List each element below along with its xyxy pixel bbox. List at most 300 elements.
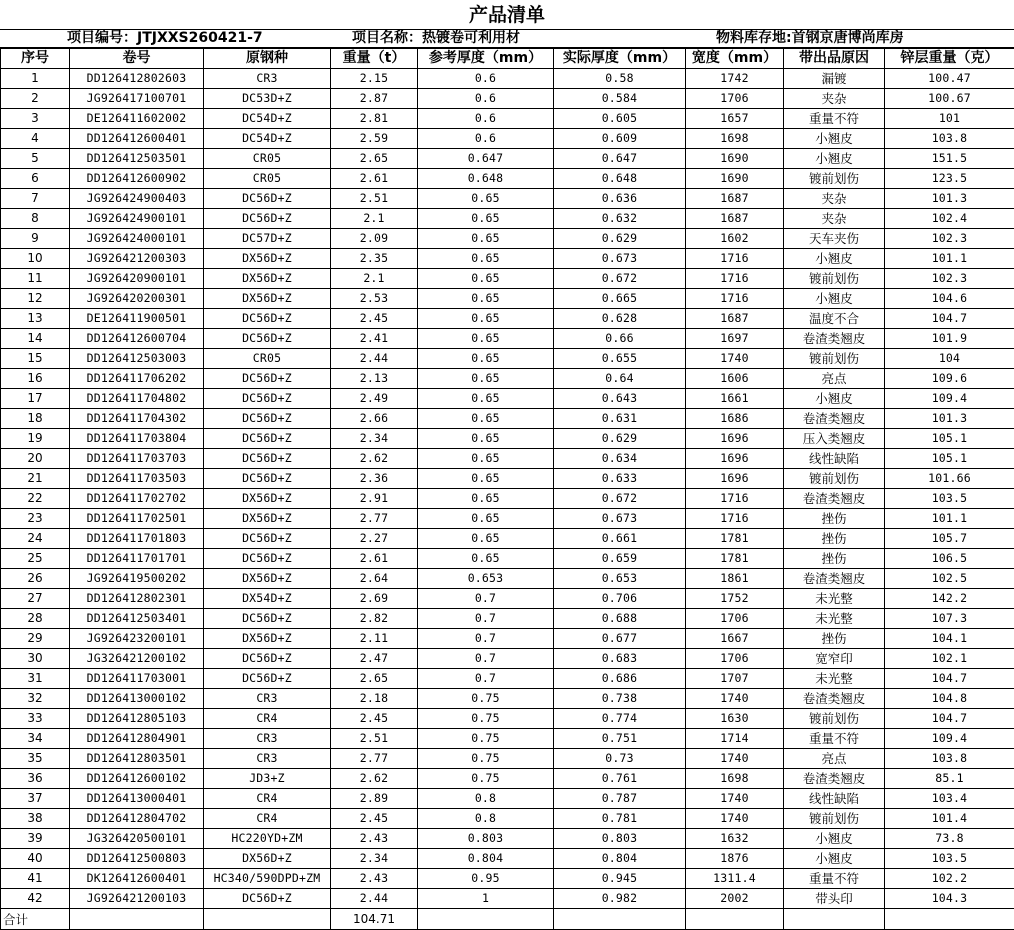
cell-ref-thickness[interactable]: 0.65 <box>418 389 554 409</box>
cell-coil-no[interactable]: JG926417100701 <box>70 89 204 109</box>
cell-zinc-weight[interactable]: 101 <box>885 109 1014 129</box>
cell-coil-no[interactable]: JG926421200303 <box>70 249 204 269</box>
cell-weight[interactable]: 2.61 <box>331 549 418 569</box>
cell-reason[interactable]: 卷渣类翘皮 <box>784 489 885 509</box>
cell-seq[interactable]: 23 <box>1 509 70 529</box>
cell-zinc-weight[interactable]: 109.4 <box>885 729 1014 749</box>
cell-ref-thickness[interactable]: 0.65 <box>418 429 554 449</box>
cell-zinc-weight[interactable]: 102.3 <box>885 269 1014 289</box>
total-label[interactable]: 合计 <box>1 909 70 930</box>
cell-steel-grade[interactable]: CR3 <box>204 729 331 749</box>
cell-coil-no[interactable]: DD126413000102 <box>70 689 204 709</box>
cell-actual-thickness[interactable]: 0.673 <box>554 249 686 269</box>
cell-ref-thickness[interactable]: 0.8 <box>418 789 554 809</box>
cell-weight[interactable]: 2.43 <box>331 829 418 849</box>
cell-weight[interactable]: 2.18 <box>331 689 418 709</box>
cell-ref-thickness[interactable]: 0.75 <box>418 729 554 749</box>
cell-coil-no[interactable]: DE126411602002 <box>70 109 204 129</box>
cell-ref-thickness[interactable]: 0.65 <box>418 249 554 269</box>
cell-width[interactable]: 1632 <box>686 829 784 849</box>
cell-width[interactable]: 2002 <box>686 889 784 909</box>
cell-ref-thickness[interactable]: 0.6 <box>418 69 554 89</box>
cell-width[interactable]: 1696 <box>686 449 784 469</box>
cell-coil-no[interactable]: DD126412500803 <box>70 849 204 869</box>
cell-weight[interactable]: 2.82 <box>331 609 418 629</box>
cell-seq[interactable]: 39 <box>1 829 70 849</box>
cell-steel-grade[interactable]: DC56D+Z <box>204 609 331 629</box>
cell-reason[interactable]: 挫伤 <box>784 529 885 549</box>
cell-weight[interactable]: 2.47 <box>331 649 418 669</box>
cell-reason[interactable]: 小翘皮 <box>784 849 885 869</box>
cell-width[interactable]: 1740 <box>686 809 784 829</box>
col-header-coil-no[interactable]: 卷号 <box>70 49 204 69</box>
cell-steel-grade[interactable]: DX56D+Z <box>204 509 331 529</box>
cell-coil-no[interactable]: JG926424900403 <box>70 189 204 209</box>
cell-steel-grade[interactable]: CR3 <box>204 689 331 709</box>
cell-coil-no[interactable]: JG926420900101 <box>70 269 204 289</box>
cell-ref-thickness[interactable]: 0.648 <box>418 169 554 189</box>
cell-seq[interactable]: 17 <box>1 389 70 409</box>
cell-actual-thickness[interactable]: 0.632 <box>554 209 686 229</box>
cell-coil-no[interactable]: DD126411706202 <box>70 369 204 389</box>
cell-actual-thickness[interactable]: 0.58 <box>554 69 686 89</box>
cell-weight[interactable]: 2.45 <box>331 309 418 329</box>
cell-width[interactable]: 1707 <box>686 669 784 689</box>
cell-zinc-weight[interactable]: 104.7 <box>885 669 1014 689</box>
cell-weight[interactable]: 2.59 <box>331 129 418 149</box>
cell-actual-thickness[interactable]: 0.686 <box>554 669 686 689</box>
cell-zinc-weight[interactable]: 85.1 <box>885 769 1014 789</box>
cell-coil-no[interactable]: DD126412803501 <box>70 749 204 769</box>
cell-seq[interactable]: 26 <box>1 569 70 589</box>
cell-width[interactable]: 1687 <box>686 209 784 229</box>
cell-width[interactable]: 1697 <box>686 329 784 349</box>
cell-ref-thickness[interactable]: 0.803 <box>418 829 554 849</box>
cell-reason[interactable]: 镀前划伤 <box>784 349 885 369</box>
cell-coil-no[interactable]: DD126412503401 <box>70 609 204 629</box>
cell-seq[interactable]: 16 <box>1 369 70 389</box>
cell-reason[interactable]: 小翘皮 <box>784 249 885 269</box>
cell-width[interactable]: 1716 <box>686 489 784 509</box>
cell-zinc-weight[interactable]: 104.8 <box>885 689 1014 709</box>
cell-zinc-weight[interactable]: 142.2 <box>885 589 1014 609</box>
cell-reason[interactable]: 重量不符 <box>784 869 885 889</box>
cell-actual-thickness[interactable]: 0.647 <box>554 149 686 169</box>
cell-width[interactable]: 1630 <box>686 709 784 729</box>
cell-weight[interactable]: 2.77 <box>331 509 418 529</box>
cell-steel-grade[interactable]: DC56D+Z <box>204 209 331 229</box>
cell-actual-thickness[interactable]: 0.677 <box>554 629 686 649</box>
cell-steel-grade[interactable]: CR05 <box>204 169 331 189</box>
cell-actual-thickness[interactable]: 0.643 <box>554 389 686 409</box>
cell-zinc-weight[interactable]: 105.1 <box>885 429 1014 449</box>
cell-actual-thickness[interactable]: 0.605 <box>554 109 686 129</box>
cell-width[interactable]: 1716 <box>686 289 784 309</box>
cell-weight[interactable]: 2.65 <box>331 669 418 689</box>
total-cell-empty[interactable] <box>204 909 331 930</box>
cell-zinc-weight[interactable]: 102.4 <box>885 209 1014 229</box>
cell-width[interactable]: 1740 <box>686 689 784 709</box>
cell-steel-grade[interactable]: JD3+Z <box>204 769 331 789</box>
cell-reason[interactable]: 挫伤 <box>784 629 885 649</box>
cell-actual-thickness[interactable]: 0.803 <box>554 829 686 849</box>
cell-actual-thickness[interactable]: 0.688 <box>554 609 686 629</box>
cell-width[interactable]: 1696 <box>686 429 784 449</box>
cell-coil-no[interactable]: DD126412804901 <box>70 729 204 749</box>
cell-actual-thickness[interactable]: 0.636 <box>554 189 686 209</box>
cell-weight[interactable]: 2.1 <box>331 209 418 229</box>
cell-steel-grade[interactable]: DC56D+Z <box>204 469 331 489</box>
cell-coil-no[interactable]: JG326420500101 <box>70 829 204 849</box>
cell-seq[interactable]: 35 <box>1 749 70 769</box>
cell-zinc-weight[interactable]: 102.1 <box>885 649 1014 669</box>
cell-seq[interactable]: 4 <box>1 129 70 149</box>
cell-weight[interactable]: 2.15 <box>331 69 418 89</box>
cell-width[interactable]: 1781 <box>686 549 784 569</box>
cell-coil-no[interactable]: JG326421200102 <box>70 649 204 669</box>
cell-steel-grade[interactable]: CR3 <box>204 749 331 769</box>
cell-actual-thickness[interactable]: 0.781 <box>554 809 686 829</box>
cell-seq[interactable]: 6 <box>1 169 70 189</box>
cell-ref-thickness[interactable]: 0.65 <box>418 489 554 509</box>
cell-width[interactable]: 1716 <box>686 509 784 529</box>
cell-reason[interactable]: 线性缺陷 <box>784 449 885 469</box>
cell-zinc-weight[interactable]: 104.3 <box>885 889 1014 909</box>
cell-zinc-weight[interactable]: 101.66 <box>885 469 1014 489</box>
cell-weight[interactable]: 2.53 <box>331 289 418 309</box>
cell-steel-grade[interactable]: DX56D+Z <box>204 249 331 269</box>
cell-width[interactable]: 1602 <box>686 229 784 249</box>
cell-width[interactable]: 1661 <box>686 389 784 409</box>
cell-actual-thickness[interactable]: 0.631 <box>554 409 686 429</box>
cell-reason[interactable]: 压入类翘皮 <box>784 429 885 449</box>
cell-weight[interactable]: 2.36 <box>331 469 418 489</box>
cell-steel-grade[interactable]: DC56D+Z <box>204 889 331 909</box>
cell-zinc-weight[interactable]: 100.47 <box>885 69 1014 89</box>
cell-coil-no[interactable]: DD126411703503 <box>70 469 204 489</box>
cell-zinc-weight[interactable]: 101.4 <box>885 809 1014 829</box>
cell-coil-no[interactable]: DD126412802301 <box>70 589 204 609</box>
cell-ref-thickness[interactable]: 0.65 <box>418 209 554 229</box>
cell-ref-thickness[interactable]: 0.804 <box>418 849 554 869</box>
cell-actual-thickness[interactable]: 0.64 <box>554 369 686 389</box>
cell-steel-grade[interactable]: DX56D+Z <box>204 269 331 289</box>
cell-steel-grade[interactable]: CR4 <box>204 809 331 829</box>
cell-width[interactable]: 1876 <box>686 849 784 869</box>
cell-actual-thickness[interactable]: 0.584 <box>554 89 686 109</box>
cell-actual-thickness[interactable]: 0.672 <box>554 269 686 289</box>
cell-steel-grade[interactable]: DX56D+Z <box>204 629 331 649</box>
cell-width[interactable]: 1698 <box>686 769 784 789</box>
cell-coil-no[interactable]: DD126412503003 <box>70 349 204 369</box>
cell-zinc-weight[interactable]: 103.8 <box>885 749 1014 769</box>
cell-zinc-weight[interactable]: 104.7 <box>885 309 1014 329</box>
cell-steel-grade[interactable]: DX56D+Z <box>204 289 331 309</box>
col-header-width[interactable]: 宽度（mm） <box>686 49 784 69</box>
cell-steel-grade[interactable]: DC56D+Z <box>204 449 331 469</box>
cell-ref-thickness[interactable]: 0.7 <box>418 629 554 649</box>
cell-reason[interactable]: 小翘皮 <box>784 129 885 149</box>
cell-zinc-weight[interactable]: 109.6 <box>885 369 1014 389</box>
cell-steel-grade[interactable]: DC56D+Z <box>204 649 331 669</box>
cell-width[interactable]: 1657 <box>686 109 784 129</box>
cell-ref-thickness[interactable]: 0.75 <box>418 689 554 709</box>
cell-steel-grade[interactable]: CR05 <box>204 349 331 369</box>
cell-actual-thickness[interactable]: 0.629 <box>554 429 686 449</box>
cell-zinc-weight[interactable]: 104.6 <box>885 289 1014 309</box>
cell-seq[interactable]: 1 <box>1 69 70 89</box>
cell-actual-thickness[interactable]: 0.945 <box>554 869 686 889</box>
cell-actual-thickness[interactable]: 0.629 <box>554 229 686 249</box>
cell-zinc-weight[interactable]: 101.1 <box>885 249 1014 269</box>
cell-coil-no[interactable]: JG926424000101 <box>70 229 204 249</box>
col-header-zinc-weight[interactable]: 锌层重量（克） <box>885 49 1014 69</box>
cell-coil-no[interactable]: DD126411701701 <box>70 549 204 569</box>
cell-actual-thickness[interactable]: 0.661 <box>554 529 686 549</box>
cell-reason[interactable]: 镀前划伤 <box>784 709 885 729</box>
cell-zinc-weight[interactable]: 103.4 <box>885 789 1014 809</box>
cell-steel-grade[interactable]: DC56D+Z <box>204 369 331 389</box>
cell-ref-thickness[interactable]: 0.6 <box>418 89 554 109</box>
cell-coil-no[interactable]: DD126412805103 <box>70 709 204 729</box>
cell-zinc-weight[interactable]: 101.9 <box>885 329 1014 349</box>
cell-weight[interactable]: 2.44 <box>331 349 418 369</box>
cell-width[interactable]: 1742 <box>686 69 784 89</box>
cell-ref-thickness[interactable]: 0.65 <box>418 549 554 569</box>
cell-width[interactable]: 1686 <box>686 409 784 429</box>
cell-reason[interactable]: 亮点 <box>784 749 885 769</box>
cell-actual-thickness[interactable]: 0.633 <box>554 469 686 489</box>
total-cell-empty[interactable] <box>554 909 686 930</box>
cell-actual-thickness[interactable]: 0.648 <box>554 169 686 189</box>
cell-actual-thickness[interactable]: 0.761 <box>554 769 686 789</box>
cell-weight[interactable]: 2.69 <box>331 589 418 609</box>
cell-seq[interactable]: 22 <box>1 489 70 509</box>
col-header-ref-thickness[interactable]: 参考厚度（mm） <box>418 49 554 69</box>
cell-reason[interactable]: 夹杂 <box>784 189 885 209</box>
cell-weight[interactable]: 2.61 <box>331 169 418 189</box>
cell-zinc-weight[interactable]: 101.3 <box>885 409 1014 429</box>
cell-steel-grade[interactable]: DC57D+Z <box>204 229 331 249</box>
cell-weight[interactable]: 2.34 <box>331 429 418 449</box>
cell-seq[interactable]: 15 <box>1 349 70 369</box>
cell-zinc-weight[interactable]: 102.3 <box>885 229 1014 249</box>
cell-actual-thickness[interactable]: 0.683 <box>554 649 686 669</box>
col-header-weight[interactable]: 重量（t） <box>331 49 418 69</box>
cell-coil-no[interactable]: DK126412600401 <box>70 869 204 889</box>
cell-ref-thickness[interactable]: 0.6 <box>418 109 554 129</box>
cell-reason[interactable]: 卷渣类翘皮 <box>784 689 885 709</box>
cell-ref-thickness[interactable]: 0.7 <box>418 669 554 689</box>
cell-ref-thickness[interactable]: 0.7 <box>418 649 554 669</box>
cell-seq[interactable]: 11 <box>1 269 70 289</box>
cell-steel-grade[interactable]: DC56D+Z <box>204 329 331 349</box>
cell-seq[interactable]: 41 <box>1 869 70 889</box>
cell-weight[interactable]: 2.64 <box>331 569 418 589</box>
cell-coil-no[interactable]: JG926420200301 <box>70 289 204 309</box>
cell-ref-thickness[interactable]: 0.65 <box>418 449 554 469</box>
cell-ref-thickness[interactable]: 0.65 <box>418 289 554 309</box>
cell-seq[interactable]: 37 <box>1 789 70 809</box>
cell-ref-thickness[interactable]: 0.65 <box>418 369 554 389</box>
cell-zinc-weight[interactable]: 73.8 <box>885 829 1014 849</box>
cell-seq[interactable]: 9 <box>1 229 70 249</box>
cell-zinc-weight[interactable]: 106.5 <box>885 549 1014 569</box>
cell-reason[interactable]: 亮点 <box>784 369 885 389</box>
cell-reason[interactable]: 宽窄印 <box>784 649 885 669</box>
cell-ref-thickness[interactable]: 0.6 <box>418 129 554 149</box>
cell-reason[interactable]: 镀前划伤 <box>784 269 885 289</box>
cell-coil-no[interactable]: DD126411702501 <box>70 509 204 529</box>
cell-reason[interactable]: 卷渣类翘皮 <box>784 409 885 429</box>
cell-weight[interactable]: 2.65 <box>331 149 418 169</box>
cell-reason[interactable]: 线性缺陷 <box>784 789 885 809</box>
total-cell-empty[interactable] <box>885 909 1014 930</box>
cell-ref-thickness[interactable]: 0.7 <box>418 609 554 629</box>
cell-zinc-weight[interactable]: 109.4 <box>885 389 1014 409</box>
cell-steel-grade[interactable]: DC56D+Z <box>204 309 331 329</box>
total-cell-empty[interactable] <box>686 909 784 930</box>
cell-seq[interactable]: 33 <box>1 709 70 729</box>
cell-seq[interactable]: 38 <box>1 809 70 829</box>
cell-seq[interactable]: 28 <box>1 609 70 629</box>
cell-coil-no[interactable]: DE126411900501 <box>70 309 204 329</box>
cell-actual-thickness[interactable]: 0.653 <box>554 569 686 589</box>
cell-ref-thickness[interactable]: 0.65 <box>418 189 554 209</box>
cell-coil-no[interactable]: DD126412804702 <box>70 809 204 829</box>
cell-steel-grade[interactable]: CR3 <box>204 69 331 89</box>
cell-weight[interactable]: 2.1 <box>331 269 418 289</box>
cell-ref-thickness[interactable]: 0.65 <box>418 229 554 249</box>
cell-zinc-weight[interactable]: 123.5 <box>885 169 1014 189</box>
cell-width[interactable]: 1781 <box>686 529 784 549</box>
cell-coil-no[interactable]: DD126412600902 <box>70 169 204 189</box>
cell-weight[interactable]: 2.49 <box>331 389 418 409</box>
cell-coil-no[interactable]: DD126413000401 <box>70 789 204 809</box>
cell-coil-no[interactable]: JG926424900101 <box>70 209 204 229</box>
cell-zinc-weight[interactable]: 103.8 <box>885 129 1014 149</box>
cell-steel-grade[interactable]: CR4 <box>204 789 331 809</box>
cell-actual-thickness[interactable]: 0.738 <box>554 689 686 709</box>
cell-zinc-weight[interactable]: 100.67 <box>885 89 1014 109</box>
cell-coil-no[interactable]: DD126412802603 <box>70 69 204 89</box>
cell-reason[interactable]: 镀前划伤 <box>784 469 885 489</box>
cell-ref-thickness[interactable]: 0.75 <box>418 769 554 789</box>
cell-zinc-weight[interactable]: 105.1 <box>885 449 1014 469</box>
cell-zinc-weight[interactable]: 101.1 <box>885 509 1014 529</box>
cell-ref-thickness[interactable]: 0.65 <box>418 309 554 329</box>
cell-weight[interactable]: 2.35 <box>331 249 418 269</box>
cell-coil-no[interactable]: DD126411703804 <box>70 429 204 449</box>
cell-width[interactable]: 1606 <box>686 369 784 389</box>
cell-actual-thickness[interactable]: 0.804 <box>554 849 686 869</box>
cell-width[interactable]: 1861 <box>686 569 784 589</box>
cell-coil-no[interactable]: DD126411704802 <box>70 389 204 409</box>
cell-reason[interactable]: 漏镀 <box>784 69 885 89</box>
cell-coil-no[interactable]: DD126412600401 <box>70 129 204 149</box>
cell-weight[interactable]: 2.62 <box>331 769 418 789</box>
cell-weight[interactable]: 2.51 <box>331 729 418 749</box>
cell-seq[interactable]: 10 <box>1 249 70 269</box>
cell-zinc-weight[interactable]: 104.7 <box>885 709 1014 729</box>
cell-reason[interactable]: 重量不符 <box>784 109 885 129</box>
cell-seq[interactable]: 24 <box>1 529 70 549</box>
cell-reason[interactable]: 小翘皮 <box>784 289 885 309</box>
cell-seq[interactable]: 25 <box>1 549 70 569</box>
cell-width[interactable]: 1690 <box>686 149 784 169</box>
cell-seq[interactable]: 7 <box>1 189 70 209</box>
cell-steel-grade[interactable]: DX54D+Z <box>204 589 331 609</box>
cell-reason[interactable]: 小翘皮 <box>784 149 885 169</box>
cell-weight[interactable]: 2.89 <box>331 789 418 809</box>
cell-steel-grade[interactable]: DC53D+Z <box>204 89 331 109</box>
cell-ref-thickness[interactable]: 0.653 <box>418 569 554 589</box>
cell-steel-grade[interactable]: DC54D+Z <box>204 129 331 149</box>
cell-reason[interactable]: 卷渣类翘皮 <box>784 569 885 589</box>
cell-actual-thickness[interactable]: 0.73 <box>554 749 686 769</box>
cell-reason[interactable]: 小翘皮 <box>784 829 885 849</box>
cell-reason[interactable]: 温度不合 <box>784 309 885 329</box>
cell-seq[interactable]: 34 <box>1 729 70 749</box>
cell-seq[interactable]: 36 <box>1 769 70 789</box>
cell-ref-thickness[interactable]: 0.75 <box>418 749 554 769</box>
cell-actual-thickness[interactable]: 0.774 <box>554 709 686 729</box>
cell-actual-thickness[interactable]: 0.982 <box>554 889 686 909</box>
cell-ref-thickness[interactable]: 0.647 <box>418 149 554 169</box>
cell-weight[interactable]: 2.34 <box>331 849 418 869</box>
cell-reason[interactable]: 镀前划伤 <box>784 809 885 829</box>
cell-zinc-weight[interactable]: 151.5 <box>885 149 1014 169</box>
cell-weight[interactable]: 2.27 <box>331 529 418 549</box>
cell-ref-thickness[interactable]: 0.65 <box>418 409 554 429</box>
cell-weight[interactable]: 2.91 <box>331 489 418 509</box>
cell-weight[interactable]: 2.43 <box>331 869 418 889</box>
cell-width[interactable]: 1714 <box>686 729 784 749</box>
cell-steel-grade[interactable]: DC56D+Z <box>204 529 331 549</box>
col-header-seq[interactable]: 序号 <box>1 49 70 69</box>
cell-width[interactable]: 1752 <box>686 589 784 609</box>
total-cell-empty[interactable] <box>418 909 554 930</box>
cell-coil-no[interactable]: DD126411702702 <box>70 489 204 509</box>
col-header-steel-grade[interactable]: 原钢种 <box>204 49 331 69</box>
cell-coil-no[interactable]: DD126412600102 <box>70 769 204 789</box>
cell-width[interactable]: 1740 <box>686 789 784 809</box>
cell-seq[interactable]: 30 <box>1 649 70 669</box>
cell-actual-thickness[interactable]: 0.787 <box>554 789 686 809</box>
cell-weight[interactable]: 2.13 <box>331 369 418 389</box>
cell-width[interactable]: 1706 <box>686 89 784 109</box>
cell-actual-thickness[interactable]: 0.706 <box>554 589 686 609</box>
cell-coil-no[interactable]: JG926419500202 <box>70 569 204 589</box>
cell-reason[interactable]: 天车夹伤 <box>784 229 885 249</box>
cell-width[interactable]: 1716 <box>686 269 784 289</box>
cell-seq[interactable]: 3 <box>1 109 70 129</box>
cell-actual-thickness[interactable]: 0.751 <box>554 729 686 749</box>
cell-reason[interactable]: 夹杂 <box>784 209 885 229</box>
cell-seq[interactable]: 27 <box>1 589 70 609</box>
cell-actual-thickness[interactable]: 0.672 <box>554 489 686 509</box>
cell-steel-grade[interactable]: DX56D+Z <box>204 569 331 589</box>
cell-width[interactable]: 1698 <box>686 129 784 149</box>
cell-weight[interactable]: 2.11 <box>331 629 418 649</box>
cell-reason[interactable]: 重量不符 <box>784 729 885 749</box>
total-weight[interactable]: 104.71 <box>331 909 418 930</box>
total-cell-empty[interactable] <box>784 909 885 930</box>
cell-zinc-weight[interactable]: 104.1 <box>885 629 1014 649</box>
cell-ref-thickness[interactable]: 0.7 <box>418 589 554 609</box>
cell-actual-thickness[interactable]: 0.609 <box>554 129 686 149</box>
cell-steel-grade[interactable]: HC340/590DPD+ZM <box>204 869 331 889</box>
